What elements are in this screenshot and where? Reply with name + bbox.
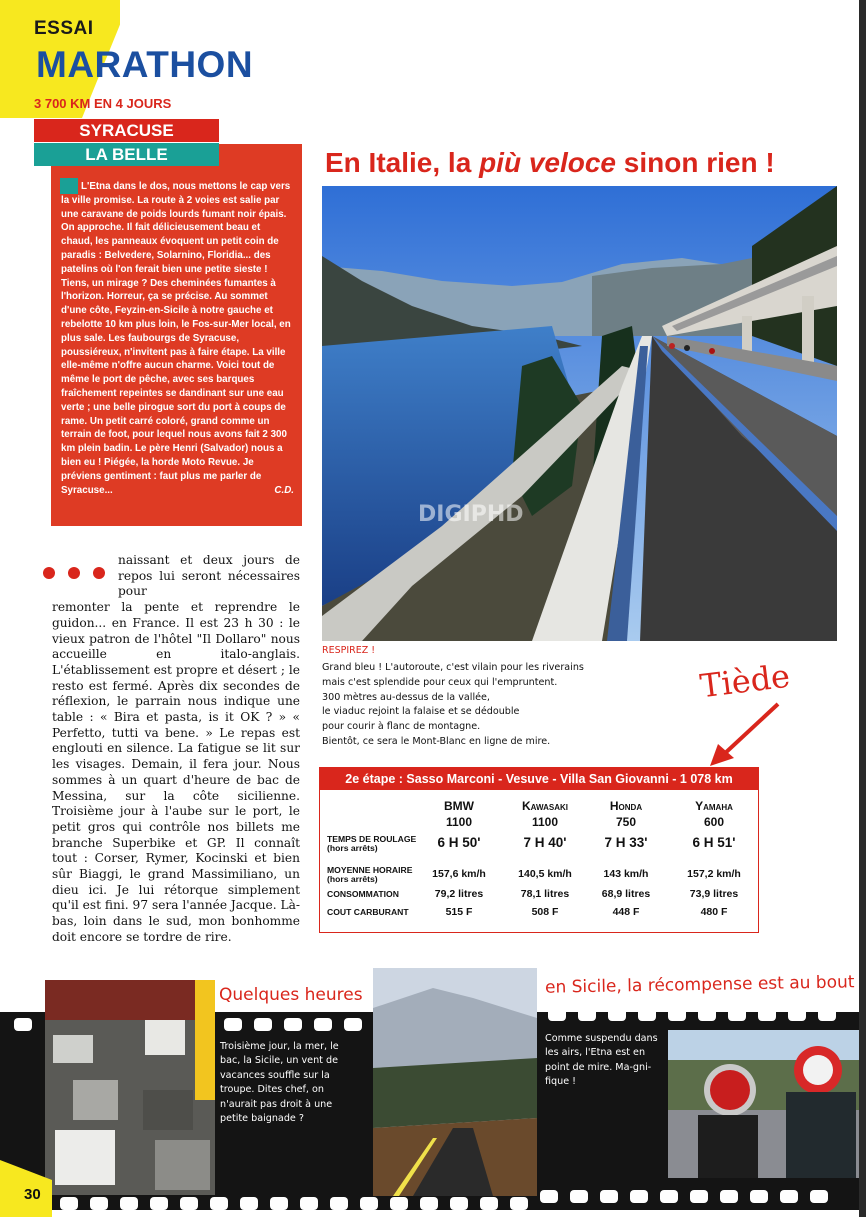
- table-cell: 140,5 km/h: [518, 868, 572, 880]
- bike-brand: Yamaha: [695, 799, 733, 813]
- film-hole: [14, 1018, 32, 1031]
- film-hole: [150, 1197, 168, 1210]
- film-hole: [638, 1008, 656, 1021]
- caption-line: mais c'est splendide pour ceux qui l'empruntent.: [322, 676, 558, 688]
- film-hole: [600, 1190, 618, 1203]
- film-hole: [698, 1008, 716, 1021]
- handwritten-annotation: Tiède: [698, 656, 792, 706]
- table-cell: 157,6 km/h: [432, 868, 486, 880]
- page-edge: [859, 0, 866, 1217]
- film-hole: [540, 1190, 558, 1203]
- row-label-text: CONSOMMATION: [327, 889, 399, 899]
- film-hole: [420, 1197, 438, 1210]
- article-lead: naissant et deux jours de repos lui seront nécessaires pour: [118, 553, 300, 599]
- film-hole: [284, 1018, 302, 1031]
- film-hole: [300, 1197, 318, 1210]
- table-cell: 515 F: [445, 906, 473, 918]
- sidebar-text: [61, 180, 294, 497]
- article-text: remonter la pente et reprendre le guidon... en France. Il est 23 h 30 : le vieux patron de l'hôtel "Il Dollaro" nous accueille en italo-anglais. L'établissement est propre et désert ; le resto est fermé. Après dix secondes de réflexion, le parrain nous indique une table : « Bira et pasta, is it OK ? » « Perfetto, tutti va bene. » Le repas est englouti en silence. La fatigue se lit sur les visages. Demain, il fera jour. Nous sommes à un quart d'heure de bac de Messina, sur la côte sicilienne. Troisième jour à l'aube sur le port, le petit gros qui contrôle nos billets me branche Superbike et GP. Il connaît tout : Corser, Rymer, Kocinski et bien sûr Biaggi, le grand Massimiliano, un dieu ici. Je lui rétorque simplement qu'il est fini. 97 sera l'année Jacque. Là-bas, loin dans le sud, mon bonhomme doit encore se tordre de rire.: [52, 600, 300, 944]
- film-hole: [314, 1018, 332, 1031]
- table-cell: 7 H 40': [523, 835, 567, 850]
- headline-part2: sinon rien !: [616, 147, 775, 178]
- bike-brand: Kawasaki: [521, 799, 568, 813]
- film-hole: [210, 1197, 228, 1210]
- film-hole: [780, 1190, 798, 1203]
- headline-part1: En Italie, la: [325, 147, 480, 178]
- film-hole: [480, 1197, 498, 1210]
- film-hole: [570, 1190, 588, 1203]
- etna-road-photo: [373, 968, 537, 1196]
- bike-brand: BMW: [444, 799, 474, 813]
- film-hole: [180, 1197, 198, 1210]
- film-hole: [450, 1197, 468, 1210]
- bike-header: [505, 798, 585, 830]
- stage-table: [319, 767, 759, 933]
- film-hole: [720, 1190, 738, 1203]
- page-title: MARATHON: [36, 44, 254, 85]
- film-hole: [630, 1190, 648, 1203]
- sidebar-signature: C.D.: [274, 484, 294, 496]
- bike-model: 1100: [531, 815, 559, 829]
- caption-line: Bientôt, ce sera le Mont-Blanc en ligne de mire.: [322, 735, 551, 747]
- film-hole: [788, 1008, 806, 1021]
- bike-model: 1100: [445, 815, 473, 829]
- page-subtitle: 3 700 KM EN 4 JOURS: [34, 96, 172, 111]
- strip-title-left: Quelques heures: [219, 985, 363, 1005]
- film-hole: [60, 1197, 78, 1210]
- article-body: [52, 553, 300, 946]
- headline-italic: più veloce: [479, 147, 616, 178]
- sidebar-title-line2: LA BELLE: [34, 143, 219, 166]
- viaduct-photo: [322, 186, 837, 641]
- watermark: DIGIPHD: [418, 502, 524, 527]
- film-hole: [608, 1008, 626, 1021]
- film-hole: [254, 1018, 272, 1031]
- table-cell: 480 F: [700, 906, 728, 918]
- bike-header: [586, 798, 666, 830]
- film-hole: [330, 1197, 348, 1210]
- row-sublabel: (hors arrêts): [327, 843, 378, 853]
- bike-header: [419, 798, 499, 830]
- bike-model: 750: [615, 815, 637, 829]
- article-headline: [325, 147, 775, 179]
- film-hole: [750, 1190, 768, 1203]
- table-cell: 68,9 litres: [601, 888, 651, 900]
- film-hole: [390, 1197, 408, 1210]
- row-label: [327, 908, 409, 917]
- sidebar-body: L'Etna dans le dos, nous mettons le cap vers la ville promise. La route à 2 voies est salie par une caravane de poids lourds fumant noir épais. On approche. Il fait délicieusement beau et chaud, les panneaux évoquent un petit coin de paradis : Belvedere, Solarnino, Floridia... des patelins où l'on ferait bien une petite sieste ! Tiens, un mirage ? Des cheminées fumantes à l'horizon. Horreur, ça se précise. Au sommet d'une côte, Feyzin-en-Sicile à notre gauche et rebelotte 10 km plus loin, le Fos-sur-Mer local, en plus sale. Les faubourgs de Syracuse, poussiéreux, n'invitent pas à faire étape. La ville elle-même n'offre aucun charme. Voici tout de même le port de pêche, avec ses barques fraîchement repeintes se dandinant sur une eau verte ; une belle pirogue sort du port à coups de rame. Un petit carré coloré, grand comme un terrain de foot, pour lequel nous avons fait 2 300 km plein badin. Le père Henri (Salvador) nous a bien eu ! Piégée, la horde Moto Revue. Je préviens gentiment : faut plus me parler de Syracuse...: [61, 181, 291, 496]
- strip-caption-left: Troisième jour, la mer, le bac, la Sicile, un vent de vacances souffle sur la troupe. Dites chef, on n'aurait pas droit à une petite baignade ?: [220, 1041, 339, 1125]
- arrow-icon: [700, 700, 790, 770]
- table-cell: 79,2 litres: [434, 888, 484, 900]
- table-cell: 508 F: [531, 906, 559, 918]
- row-label: [327, 835, 416, 853]
- row-label: [327, 890, 399, 899]
- photo-caption-title: RESPIREZ !: [322, 645, 376, 656]
- table-cell: 73,9 litres: [689, 888, 739, 900]
- bike-model: 600: [703, 815, 725, 829]
- caption-line: pour courir à flanc de montagne.: [322, 721, 481, 733]
- film-hole: [548, 1008, 566, 1021]
- row-label-text: TEMPS DE ROULAGE: [327, 834, 417, 844]
- film-hole: [270, 1197, 288, 1210]
- film-hole: [810, 1190, 828, 1203]
- sidebar-title-line1: SYRACUSE: [34, 119, 219, 142]
- table-cell: 143 km/h: [603, 868, 649, 880]
- bike-header: [674, 798, 754, 830]
- film-hole: [344, 1018, 362, 1031]
- film-hole: [758, 1008, 776, 1021]
- table-cell: 448 F: [612, 906, 640, 918]
- film-hole: [818, 1008, 836, 1021]
- table-cell: 157,2 km/h: [687, 868, 741, 880]
- strip-caption-right: Comme suspendu dans les airs, l'Etna est en point de mire. Ma-gni-fique !: [545, 1033, 658, 1088]
- film-hole: [120, 1197, 138, 1210]
- film-hole: [660, 1190, 678, 1203]
- bike-brand: Honda: [609, 799, 643, 813]
- film-hole: [690, 1190, 708, 1203]
- row-label-text: COUT CARBURANT: [327, 907, 409, 917]
- film-hole: [510, 1197, 528, 1210]
- film-hole: [240, 1197, 258, 1210]
- strip-title-right: en Sicile, la récompense est au bout: [544, 972, 855, 998]
- stage-table-title: 2e étape : Sasso Marconi - Vesuve - Villa San Giovanni - 1 078 km: [320, 768, 758, 790]
- photo-caption-text: [322, 661, 642, 750]
- row-label: [327, 866, 412, 884]
- table-cell: 78,1 litres: [520, 888, 570, 900]
- film-hole: [224, 1018, 242, 1031]
- riders-photo: [668, 1030, 866, 1178]
- film-hole: [668, 1008, 686, 1021]
- table-cell: 6 H 50': [437, 835, 481, 850]
- caption-line: 300 mètres au-dessus de la vallée,: [322, 691, 490, 703]
- caption-line: le viaduc rejoint la falaise et se dédouble: [322, 706, 520, 718]
- row-label-text: MOYENNE HORAIRE: [327, 865, 413, 875]
- row-sublabel: (hors arrêts): [327, 874, 378, 884]
- table-cell: 7 H 33': [604, 835, 648, 850]
- caption-line: Grand bleu ! L'autoroute, c'est vilain pour les riverains: [322, 662, 584, 673]
- page-number: 30: [24, 1186, 41, 1203]
- film-hole: [728, 1008, 746, 1021]
- film-hole: [360, 1197, 378, 1210]
- section-label: ESSAI: [34, 18, 94, 39]
- ferry-bikes-photo: [45, 980, 215, 1195]
- table-cell: 6 H 51': [692, 835, 736, 850]
- film-hole: [90, 1197, 108, 1210]
- film-hole: [578, 1008, 596, 1021]
